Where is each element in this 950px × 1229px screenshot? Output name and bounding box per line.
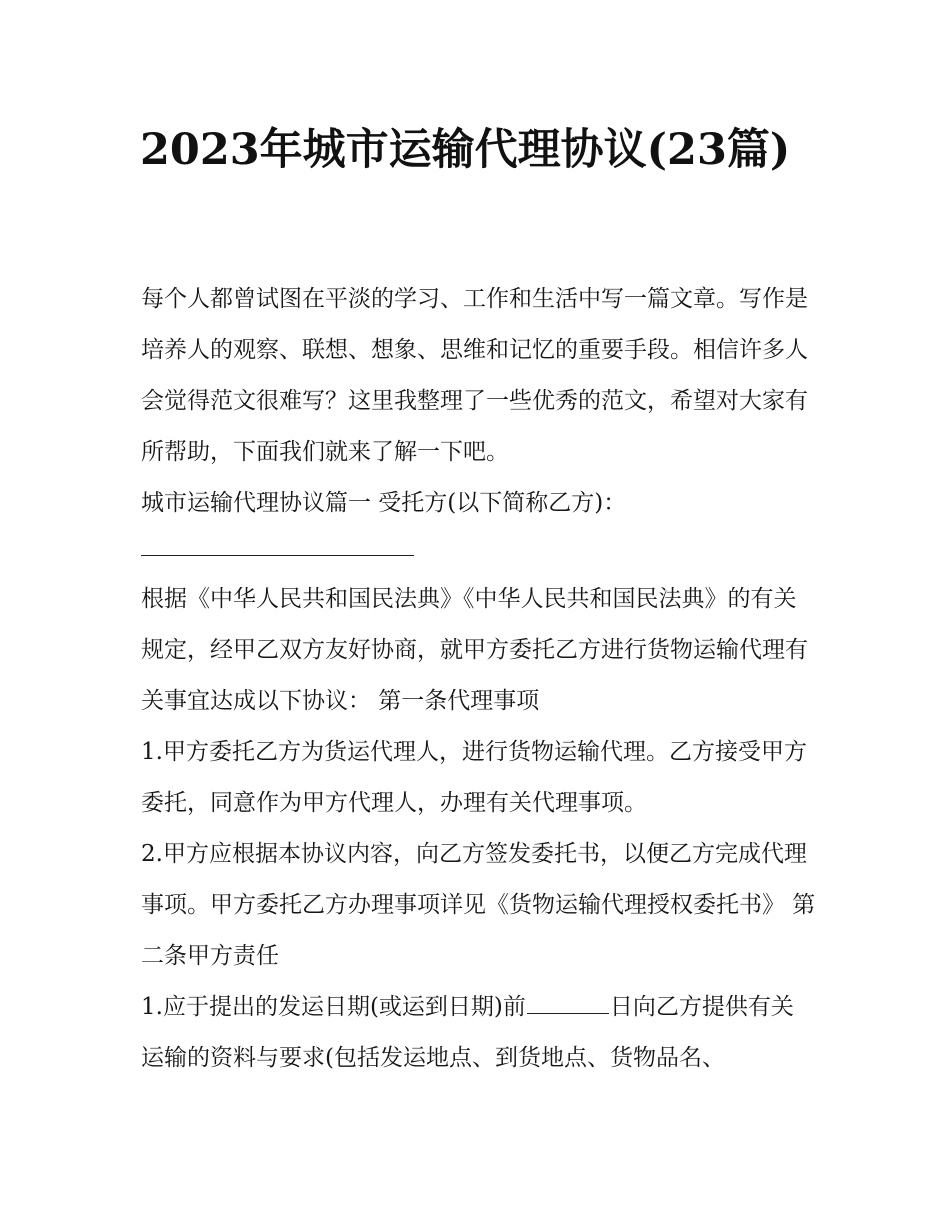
agreement-heading-paragraph: 城市运输代理协议篇一 受托方(以下简称乙方)： <box>141 490 627 516</box>
legal-basis-paragraph: 根据《中华人民共和国民法典》《中华人民共和国民法典》的有关规定，经甲乙双方友好协商，就甲方委托乙方进行货物运输代理有关事宜达成以下协议： 第一条代理事项 <box>141 586 808 714</box>
clause-2-1-text-before: 1.应于提出的发运日期(或运到日期)前 <box>141 994 526 1020</box>
clause-1-1-paragraph: 1.甲方委托乙方为货运代理人，进行货物运输代理。乙方接受甲方委托，同意作为甲方代理人，办理有关代理事项。 <box>141 739 807 816</box>
fill-in-blank-days <box>527 993 609 1014</box>
intro-paragraph: 每个人都曾试图在平淡的学习、工作和生活中写一篇文章。写作是培养人的观察、联想、想象、思维和记忆的重要手段。相信许多人会觉得范文很难写？这里我整理了一些优秀的范文，希望对大家有所帮助，下面我们就来了解一下吧。 <box>141 286 808 465</box>
fill-in-blank-line <box>141 555 414 556</box>
document-title: 2023年城市运输代理协议(23篇) <box>140 125 791 175</box>
clause-1-2-paragraph: 2.甲方应根据本协议内容，向乙方签发委托书，以便乙方完成代理事项。甲方委托乙方办理事项详见《货物运输代理授权委托书》 第二条甲方责任 <box>141 841 816 969</box>
clause-2-1-paragraph <box>141 982 816 1084</box>
clause-2-1-text-after: 日向乙方提供有关运输的资料与要求(包括发运地点、到货地点、货物品名、 <box>141 994 794 1071</box>
